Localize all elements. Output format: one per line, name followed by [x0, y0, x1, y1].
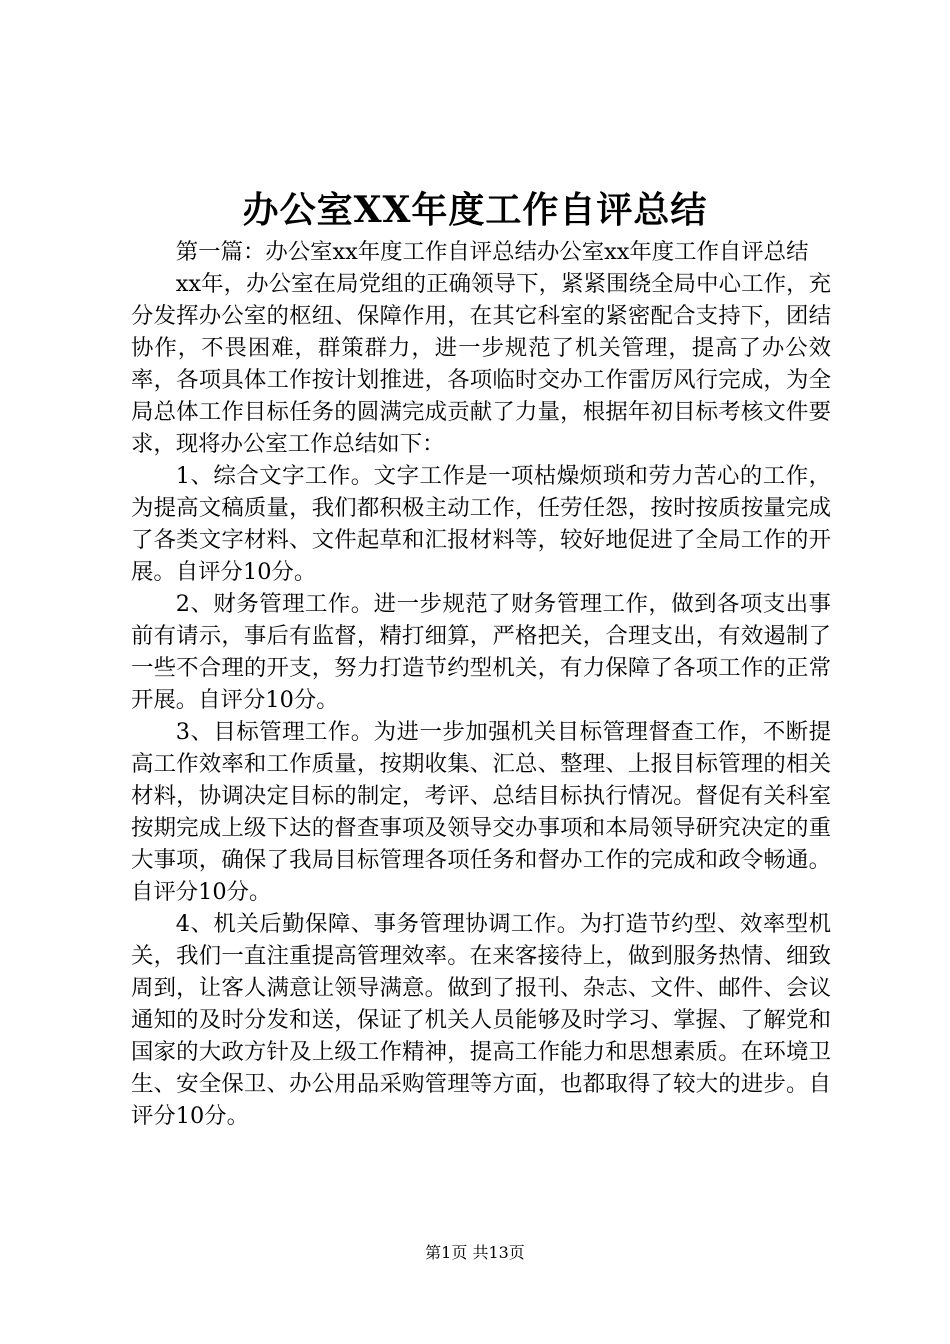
paragraph-overview: xx年，办公室在局党组的正确领导下，紧紧围绕全局中心工作，充分发挥办公室的枢纽、保障作用，在其它科室的紧密配合支持下，团结协作，不畏困难，群策群力，进一步规范了机关管理，提高了办公效率，各项具体工作按计划推进，各项临时交办工作雷厉风行完成，为全局总体工作目标任务的圆满完成贡献了力量，根据年初目标考核文件要求，现将办公室工作总结如下：: [131, 271, 831, 457]
paragraph-item-1: 1、综合文字工作。文字工作是一项枯燥烦琐和劳力苦心的工作，为提高文稿质量，我们都积极主动工作，任劳任怨，按时按质按量完成了各类文字材料、文件起草和汇报材料等，较好地促进了全局工作的开展。自评分10分。: [131, 463, 831, 585]
document-body: [131, 236, 831, 1132]
page-number-footer: 第1页 共13页: [425, 1243, 525, 1262]
document-title: 办公室XX年度工作自评总结: [242, 189, 708, 231]
paragraph-item-4: 4、机关后勤保障、事务管理协调工作。为打造节约型、效率型机关，我们一直注重提高管理效率。在来客接待上，做到服务热情、细致周到，让客人满意让领导满意。做到了报刊、杂志、文件、邮件、会议通知的及时分发和送，保证了机关人员能够及时学习、掌握、了解党和国家的大政方针及上级工作精神，提高工作能力和思想素质。在环境卫生、安全保卫、办公用品采购管理等方面，也都取得了较大的进步。自评分10分。: [131, 911, 831, 1129]
paragraph-intro: 第一篇：办公室xx年度工作自评总结办公室xx年度工作自评总结: [175, 239, 809, 265]
paragraph-item-3: 3、目标管理工作。为进一步加强机关目标管理督查工作，不断提高工作效率和工作质量，按期收集、汇总、整理、上报目标管理的相关材料，协调决定目标的制定，考评、总结目标执行情况。督促有关科室按期完成上级下达的督查事项及领导交办事项和本局领导研究决定的重大事项，确保了我局目标管理各项任务和督办工作的完成和政令畅通。自评分10分。: [131, 719, 831, 905]
paragraph-item-2: 2、财务管理工作。进一步规范了财务管理工作，做到各项支出事前有请示，事后有监督，精打细算，严格把关，合理支出，有效遏制了一些不合理的开支，努力打造节约型机关，有力保障了各项工作的正常开展。自评分10分。: [131, 591, 831, 713]
